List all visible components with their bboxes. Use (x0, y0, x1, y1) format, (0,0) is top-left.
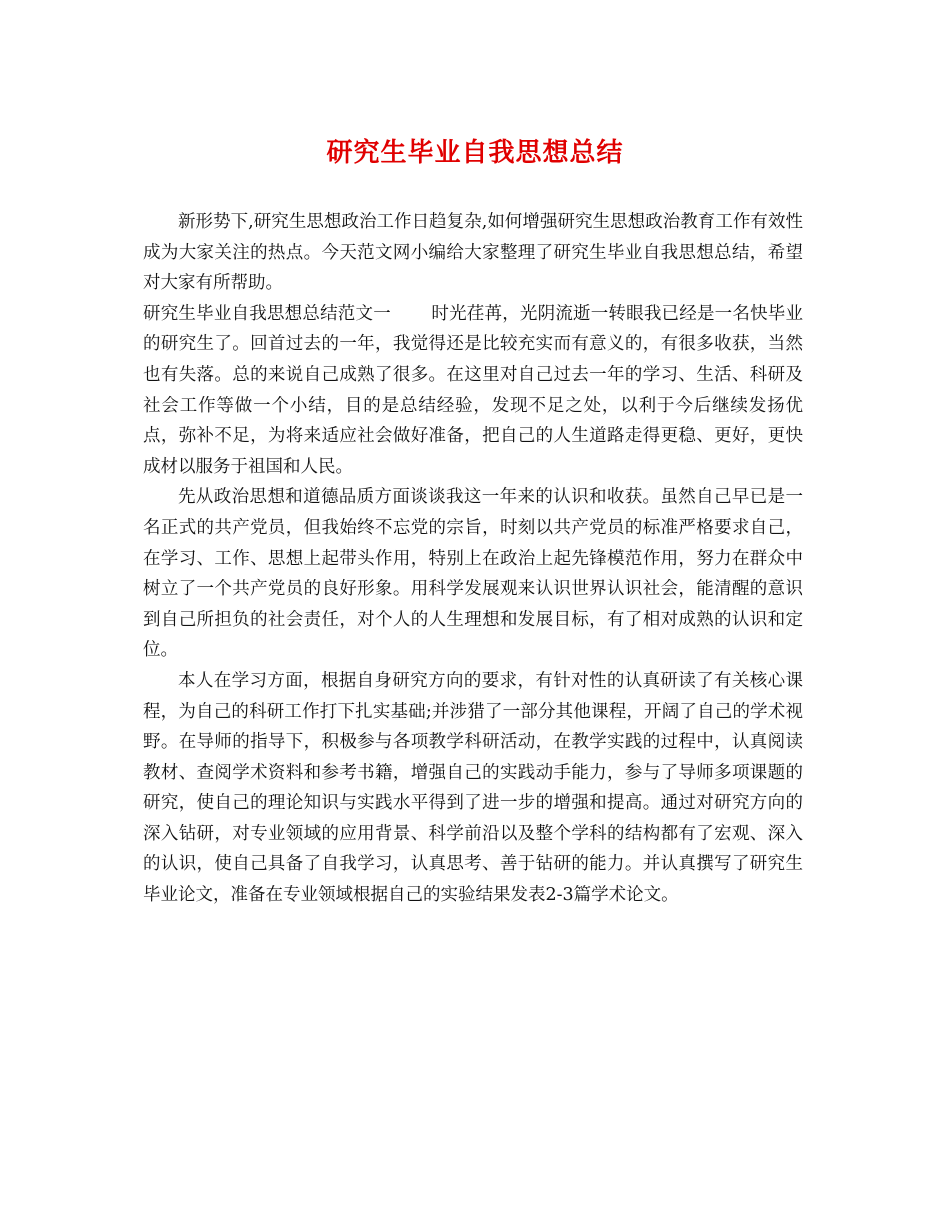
document-body (143, 207, 803, 911)
sample-heading: 研究生毕业自我思想总结范文一 (143, 303, 391, 324)
sample-paragraph (143, 299, 803, 483)
sample-text: 时光荏苒，光阴流逝一转眼我已经是一名快毕业的研究生了。回首过去的一年，我觉得还是比较充实而有意义的，有很多收获，当然也有失落。总的来说自己成熟了很多。在这里对自己过去一年的学习、生活、科研及社会工作等做一个小结，目的是总结经验，发现不足之处，以利于今后继续发扬优点，弥补不足，为将来适应社会做好准备，把自己的人生道路走得更稳、更好，更快成材以服务于祖国和人民。 (143, 303, 804, 477)
politics-paragraph: 先从政治思想和道德品质方面谈谈我这一年来的认识和收获。虽然自己早已是一名正式的共产党员，但我始终不忘党的宗旨，时刻以共产党员的标准严格要求自己，在学习、工作、思想上起带头作用，特别上在政治上起先锋模范作用，努力在群众中树立了一个共产党员的良好形象。用科学发展观来认识世界认识社会，能清醒的意识到自己所担负的社会责任，对个人的人生理想和发展目标，有了相对成熟的认识和定位。 (143, 487, 803, 661)
intro-paragraph: 新形势下,研究生思想政治工作日趋复杂,如何增强研究生思想政治教育工作有效性成为大家关注的热点。今天范文网小编给大家整理了研究生毕业自我思想总结，希望对大家有所帮助。 (143, 212, 803, 294)
study-paragraph: 本人在学习方面，根据自身研究方向的要求，有针对性的认真研读了有关核心课程，为自己的科研工作打下扎实基础;并涉猎了一部分其他课程，开阔了自己的学术视野。在导师的指导下，积极参与各项教学科研活动，在教学实践的过程中，认真阅读教材、查阅学术资料和参考书籍，增强自己的实践动手能力，参与了导师多项课题的研究，使自己的理论知识与实践水平得到了进一步的增强和提高。通过对研究方向的深入钻研，对专业领域的应用背景、科学前沿以及整个学科的结构都有了宏观、深入的认识，使自己具备了自我学习，认真思考、善于钻研的能力。并认真撰写了研究生毕业论文，准备在专业领域根据自己的实验结果发表2-3篇学术论文。 (143, 670, 803, 906)
document-title: 研究生毕业自我思想总结 (326, 138, 624, 168)
